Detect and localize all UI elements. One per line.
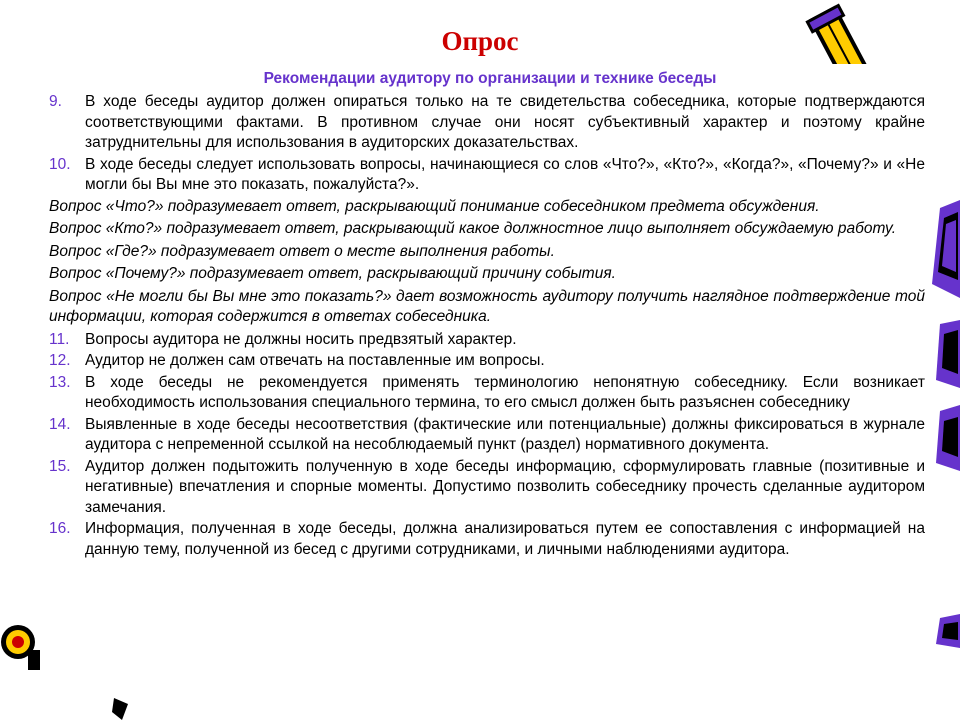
purple-pencil-icon (932, 405, 960, 475)
list-item-12 (49, 351, 925, 372)
item-number: 11. (49, 330, 70, 348)
list-item-14 (49, 415, 925, 456)
item-text: Вопросы аудитора не должны носить предвзятый характер. (85, 330, 517, 348)
question-who-note: Вопрос «Кто?» подразумевает ответ, раскрывающий какое должностное лицо выполняет обсуждаемую работу. (49, 220, 897, 237)
item-text: В ходе беседы следует использовать вопросы, начинающиеся со слов «Что?», «Кто?», «Когда?», «Почему?» и «Не могли бы Вы мне это показать, пожалуйста?». (85, 155, 925, 193)
item-number: 15. (49, 457, 71, 475)
item-text: Аудитор не должен сам отвечать на поставленные им вопросы. (85, 352, 545, 369)
slide-title: Опрос (441, 26, 519, 56)
item-text: Выявленные в ходе беседы несоответствия (фактические или потенциальные) должны фиксироваться в журнале аудитора с непременной ссылкой на несоблюдаемый пункт (раздел) нормативного документа. (85, 415, 925, 453)
slide-content (49, 92, 925, 561)
list-item-16 (49, 519, 925, 560)
item-number: 12. (49, 352, 71, 369)
purple-pencil-icon (934, 614, 960, 650)
list-item-10 (49, 155, 925, 196)
purple-pencil-icon (928, 200, 960, 300)
list-item-13 (49, 373, 925, 414)
question-why-note: Вопрос «Почему?» подразумевает ответ, раскрывающий причину события. (49, 265, 616, 282)
pencil-icon (805, 0, 885, 64)
item-text: Аудитор должен подытожить полученную в ходе беседы информацию, сформулировать главные (позитивные и негативные) впечатления и спорные моменты. Допустимо позволить собеседнику прочесть сделанные аудитором замечания. (85, 457, 925, 516)
item-number: 16. (49, 520, 71, 537)
slide-subtitle: Рекомендации аудитору по организации и технике беседы (263, 70, 717, 87)
question-where-note: Вопрос «Где?» подразумевает ответ о месте выполнения работы. (49, 242, 555, 260)
question-what-note: Вопрос «Что?» подразумевает ответ, раскрывающий понимание собеседником предмета обсуждения. (49, 197, 820, 215)
pencil-tip-icon (112, 698, 128, 720)
item-number: 10. (49, 155, 71, 173)
item-text: В ходе беседы аудитор должен опираться только на те свидетельства собеседника, которые подтверждаются соответствующими фактами. В противном случае они носят субъективный характер и поэтому крайне затруднительны для использования в аудиторских доказательствах. (85, 93, 925, 151)
list-item-9 (49, 92, 925, 154)
item-number: 9. (49, 93, 62, 110)
item-number: 14. (49, 415, 71, 433)
question-show-note: Вопрос «Не могли бы Вы мне это показать?» дает возможность аудитору получить наглядное подтверждение той информации, которая содержится в ответах собеседника. (49, 287, 925, 325)
item-text: В ходе беседы не рекомендуется применять терминологию непонятную собеседнику. Если возникает необходимость использования специального термина, то его смысл должен быть разъяснен собеседнику (85, 373, 925, 411)
item-text: Информация, полученная в ходе беседы, должна анализироваться путем ее сопоставления с информацией на данную тему, полученной из бесед с другими сотрудниками, и личными наблюдениями аудитора. (85, 520, 925, 558)
list-item-11 (49, 330, 925, 351)
item-number: 13. (49, 373, 71, 391)
list-item-15 (49, 457, 925, 519)
sharpener-icon (0, 616, 42, 676)
purple-pencil-icon (930, 320, 960, 390)
